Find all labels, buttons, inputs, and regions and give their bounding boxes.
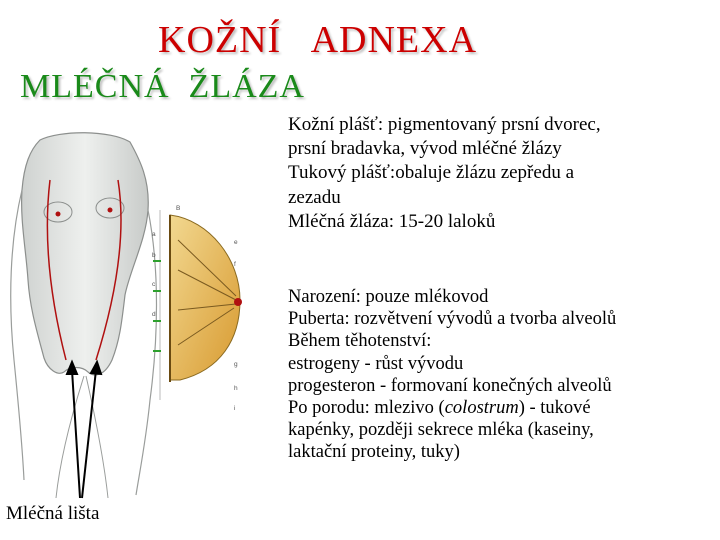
text-line: Kožní plášť: pigmentovaný prsní dvorec, xyxy=(288,114,601,135)
figure-label: b xyxy=(152,252,156,259)
development-text xyxy=(288,286,708,464)
text-line: Puberta: rozvětvení vývodů a tvorba alveolů xyxy=(288,309,617,330)
skin-structure-text xyxy=(288,113,708,234)
postpartum-line xyxy=(288,397,708,419)
text-line: Narození: pouze mlékovod xyxy=(288,287,489,307)
text-line: Mléčná žláza: 15-20 laloků xyxy=(288,210,496,232)
text-line: kapénky, později sekrece mléka (kaseiny, xyxy=(288,420,594,441)
caption-arrows xyxy=(67,362,101,498)
figure-label: d xyxy=(152,311,156,318)
figure-label: f xyxy=(234,261,236,268)
postpartum-suffix: ) - tukové xyxy=(518,398,591,419)
text-line: Tukový plášť:obaluje žlázu zepředu a xyxy=(288,162,575,184)
figure-caption: Mléčná lišta xyxy=(6,503,100,524)
text-line: zezadu xyxy=(288,186,341,208)
gland-section xyxy=(153,210,242,400)
nipple-right xyxy=(108,208,113,213)
figure-label: B xyxy=(176,205,181,212)
text-line: prsní bradavka, vývod mléčné žlázy xyxy=(288,138,562,160)
figure-label: e xyxy=(234,239,238,246)
slide-subtitle: MLÉČNÁ ŽLÁZA xyxy=(20,68,305,105)
figure-label: c xyxy=(152,281,156,288)
figure-label: g xyxy=(234,361,238,368)
postpartum-prefix: Po porodu: mlezivo ( xyxy=(288,398,445,419)
colostrum-term: colostrum xyxy=(444,398,519,419)
anatomy-figure xyxy=(0,120,290,500)
torso-illustration xyxy=(11,133,157,498)
nipple-left xyxy=(56,212,61,217)
text-line: progesteron - formovaní konečných alveolů xyxy=(288,375,612,396)
text-line: laktační proteiny, tuky) xyxy=(288,442,460,463)
figure-label: i xyxy=(234,405,236,412)
figure-label: a xyxy=(152,231,156,238)
text-line: estrogeny - růst vývodu xyxy=(288,353,464,374)
slide-title: KOŽNÍ ADNEXA xyxy=(158,19,478,61)
text-line: Během těhotenství: xyxy=(288,331,432,352)
figure-label: h xyxy=(234,385,238,392)
